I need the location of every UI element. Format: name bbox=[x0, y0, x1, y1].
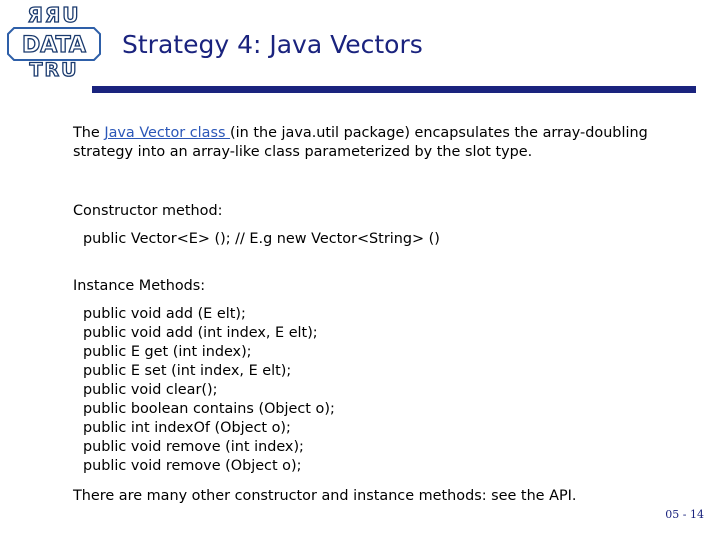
slide-title: Strategy 4: Java Vectors bbox=[122, 30, 423, 59]
data-tru-logo bbox=[2, 2, 106, 78]
page-number: 05 - 14 bbox=[665, 508, 704, 521]
method-line: public void add (int index, E elt); bbox=[83, 325, 318, 341]
intro-text-before: The bbox=[73, 125, 105, 141]
slide-body bbox=[73, 124, 673, 474]
intro-paragraph bbox=[73, 124, 673, 162]
title-underline-bar bbox=[92, 86, 696, 93]
method-line: public void remove (Object o); bbox=[83, 458, 302, 474]
footer-note: There are many other constructor and instance methods: see the API. bbox=[73, 488, 577, 504]
method-line: public boolean contains (Object o); bbox=[83, 401, 335, 417]
method-line: public E set (int index, E elt); bbox=[83, 363, 292, 379]
method-line: public void add (E elt); bbox=[83, 306, 246, 322]
method-line: public int indexOf (Object o); bbox=[83, 420, 291, 436]
constructor-heading: Constructor method: bbox=[73, 203, 223, 219]
intro-text-after: (in the java.util package) encapsulates the array-doubling strategy into an array-like class parameterized by the slot type. bbox=[73, 125, 648, 160]
instance-methods-heading: Instance Methods: bbox=[73, 278, 206, 294]
logo-bottom-text: TRU bbox=[29, 59, 79, 78]
method-line: public E get (int index); bbox=[83, 344, 252, 360]
logo-middle-text: DATA bbox=[22, 33, 86, 58]
method-line: public void remove (int index); bbox=[83, 439, 304, 455]
java-vector-class-link[interactable]: Java Vector class bbox=[104, 125, 231, 141]
constructor-signature: public Vector<E> (); // E.g new Vector<String> () bbox=[83, 231, 440, 247]
method-line: public void clear(); bbox=[83, 382, 218, 398]
logo-top-text: ЯЯU bbox=[27, 3, 81, 27]
